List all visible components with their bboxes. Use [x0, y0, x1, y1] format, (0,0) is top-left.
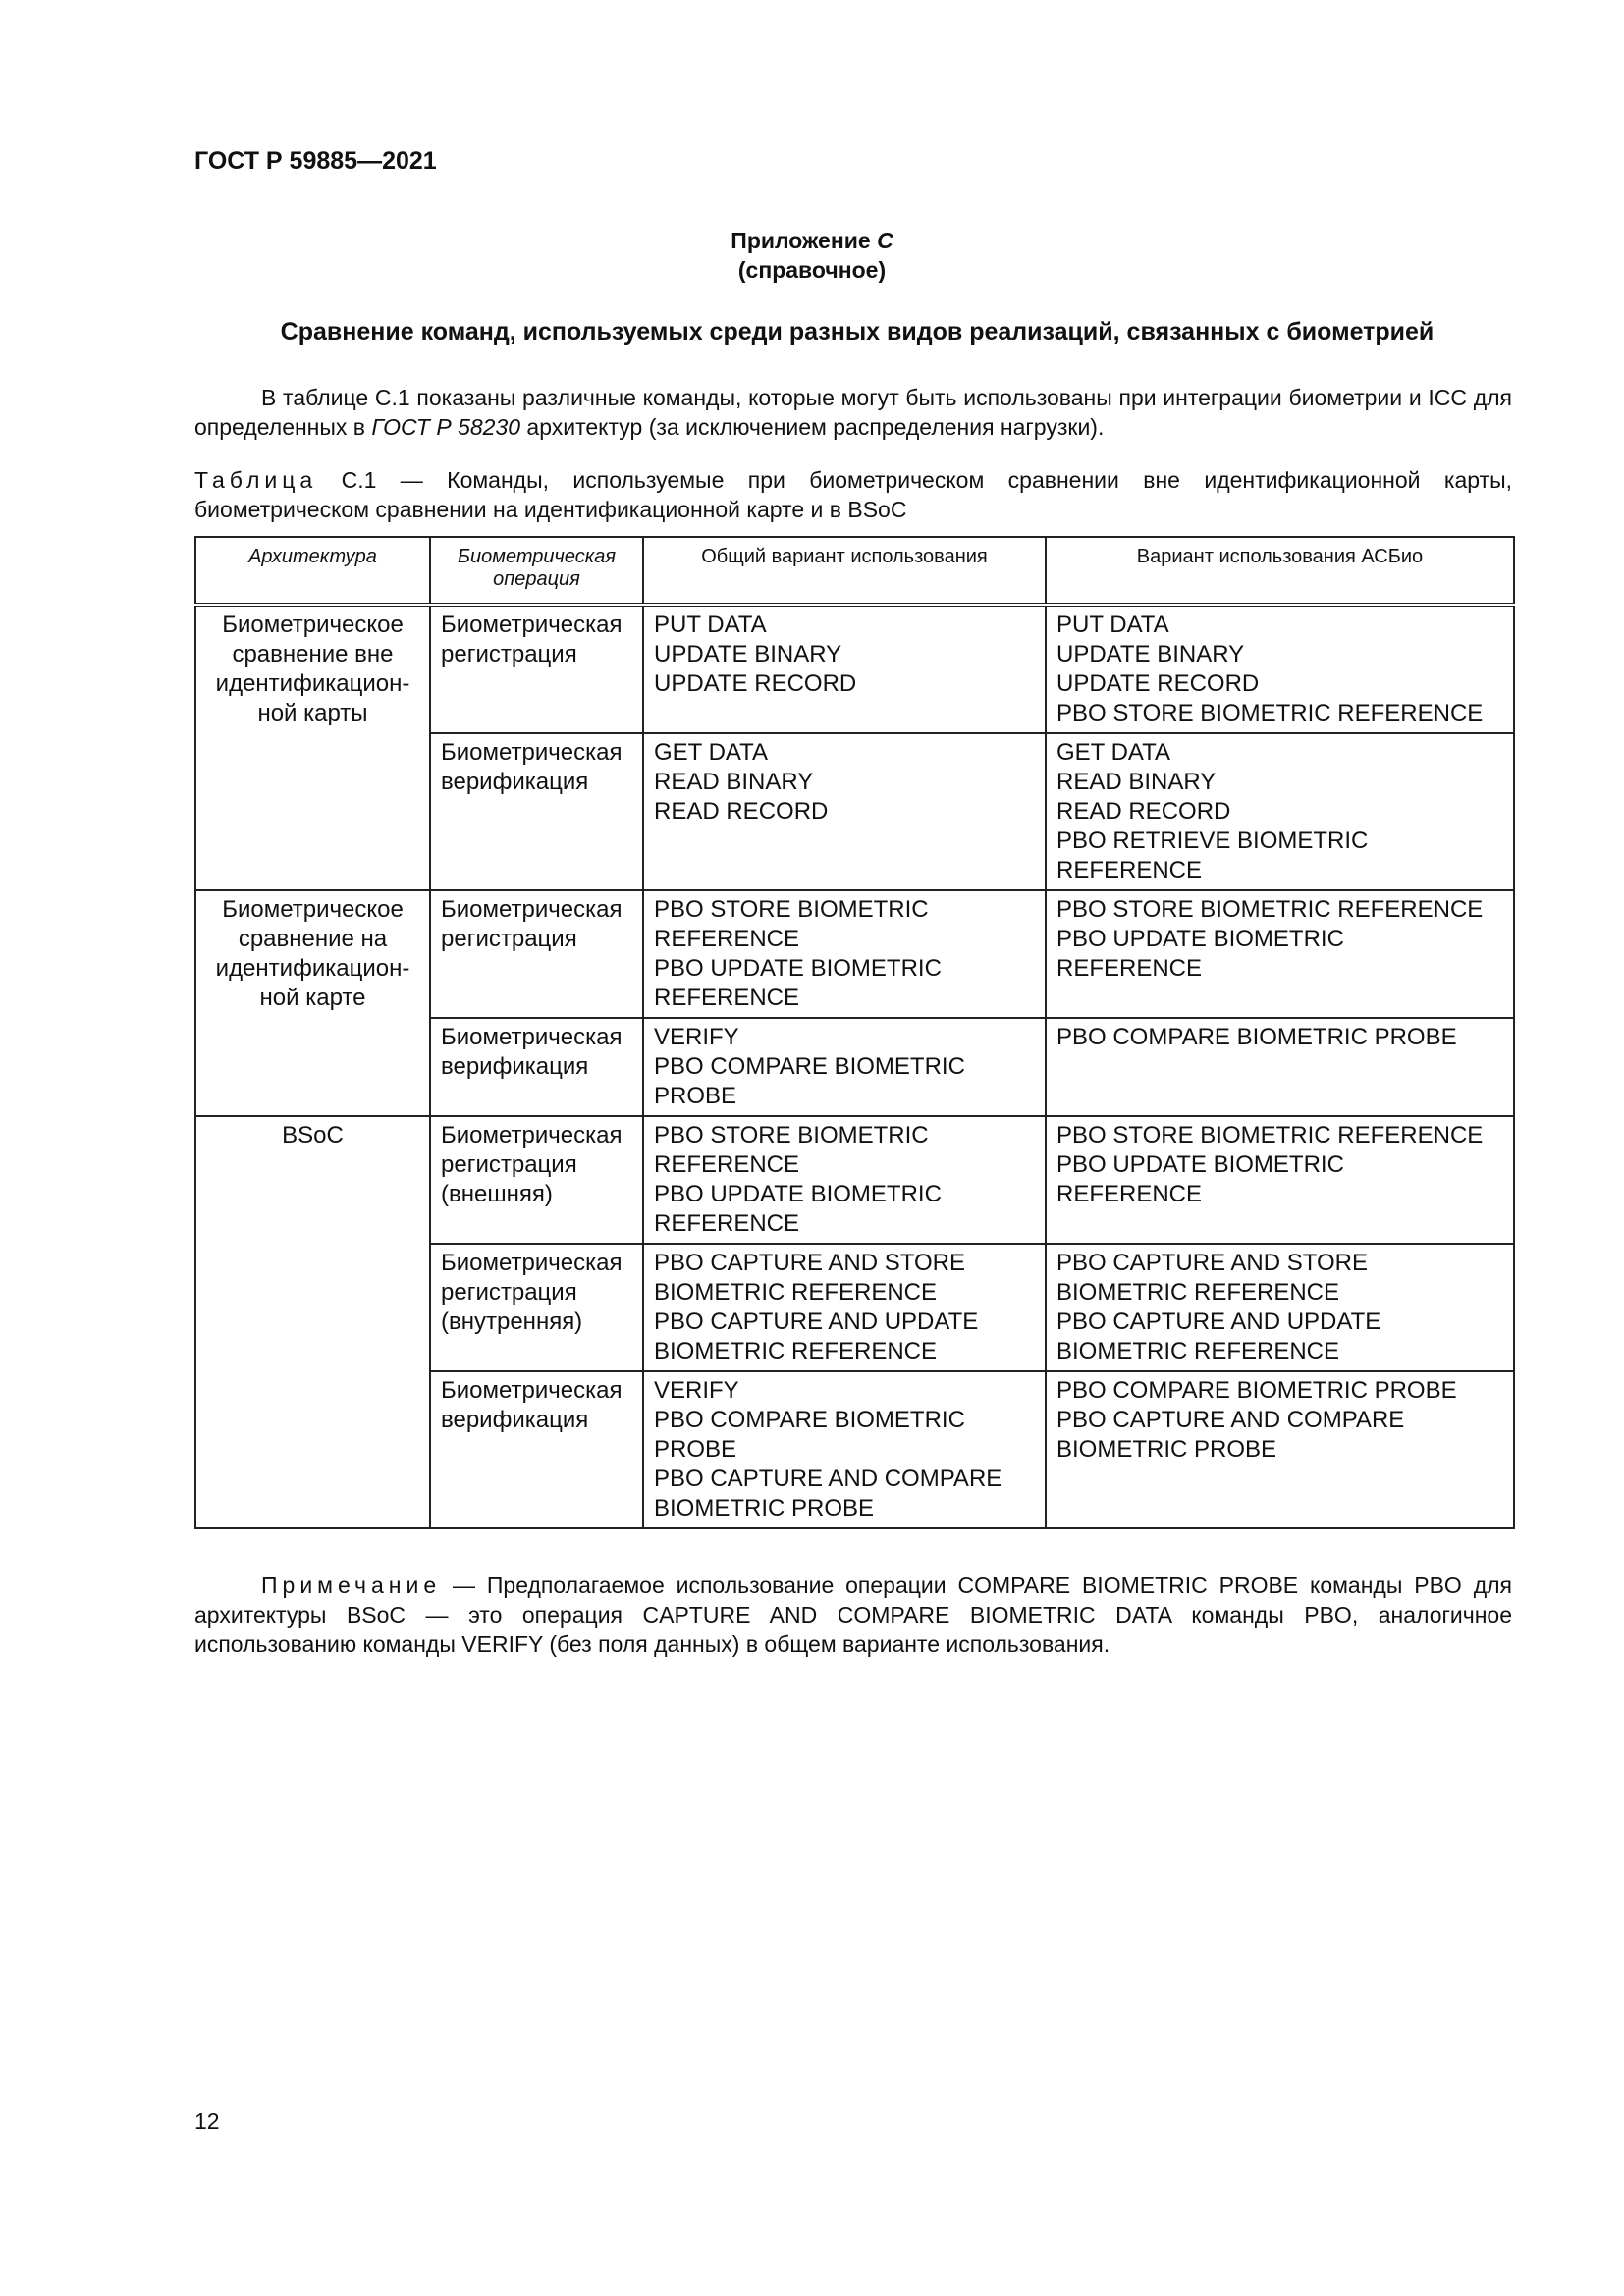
- command-line: PBO RETRIEVE BIOMETRIC: [1056, 828, 1369, 854]
- command-line: PBO UPDATE BIOMETRIC: [654, 955, 942, 982]
- standard-reference: ГОСТ Р 58230: [371, 414, 521, 440]
- acbio-use-cell: [1046, 1116, 1514, 1244]
- command-line: UPDATE RECORD: [654, 670, 857, 697]
- command-line: REFERENCE: [654, 926, 800, 952]
- command-line: PBO CAPTURE AND STORE: [1056, 1250, 1368, 1276]
- command-line: REFERENCE: [1056, 857, 1203, 883]
- intro-paragraph: В таблице С.1 показаны различные команды, которые могут быть использованы при интеграции биометрии и ICC для определенных в ГОСТ Р 58230 архитектур (за исключением распределения нагрузки).: [194, 385, 1512, 440]
- command-line: GET DATA: [1056, 739, 1171, 766]
- table-row: [195, 1116, 1514, 1244]
- command-line: PBO STORE BIOMETRIC REFERENCE: [1056, 700, 1484, 726]
- command-line: PBO CAPTURE AND COMPARE: [654, 1466, 1002, 1492]
- command-line: Биометрическая: [441, 739, 623, 766]
- command-line: UPDATE BINARY: [654, 641, 842, 667]
- command-line: BIOMETRIC REFERENCE: [1056, 1338, 1340, 1364]
- appendix-label: Приложение C: [731, 228, 893, 253]
- operation-cell: [430, 1244, 643, 1371]
- general-use-cell: [643, 1018, 1046, 1116]
- acbio-use-cell: [1046, 1371, 1514, 1528]
- command-line: (внешняя): [441, 1181, 553, 1207]
- header-general-use: Общий вариант использования: [643, 537, 1046, 605]
- command-line: PROBE: [654, 1083, 737, 1109]
- command-line: регистрация: [441, 641, 577, 667]
- command-line: PBO UPDATE BIOMETRIC: [654, 1181, 942, 1207]
- command-line: UPDATE RECORD: [1056, 670, 1260, 697]
- command-line: PBO CAPTURE AND COMPARE: [1056, 1407, 1405, 1433]
- command-line: REFERENCE: [654, 985, 800, 1011]
- table-caption: Таблица С.1 — Команды, используемые при биометрическом сравнении вне идентификационной карты, биометрическом сравнении на идентификационной карте и в BSoC: [194, 467, 1512, 522]
- command-line: PBO UPDATE BIOMETRIC: [1056, 1151, 1344, 1178]
- command-line: PBO STORE BIOMETRIC: [654, 896, 929, 923]
- command-line: верификация: [441, 1407, 589, 1433]
- command-line: READ BINARY: [654, 769, 814, 795]
- acbio-use-cell: [1046, 1018, 1514, 1116]
- commands-table: [194, 536, 1515, 1529]
- command-line: верификация: [441, 769, 589, 795]
- command-line: Биометрическая: [441, 1250, 623, 1276]
- command-line: PUT DATA: [1056, 612, 1169, 638]
- command-line: BIOMETRIC PROBE: [654, 1495, 875, 1522]
- command-line: GET DATA: [654, 739, 769, 766]
- appendix-heading: [0, 226, 1624, 285]
- document-id: ГОСТ Р 59885—2021: [194, 147, 437, 175]
- appendix-kind: (справочное): [737, 257, 887, 283]
- operation-cell: [430, 605, 643, 733]
- page-number: 12: [194, 2109, 220, 2134]
- general-use-cell: [643, 1244, 1046, 1371]
- acbio-use-cell: [1046, 605, 1514, 733]
- general-use-cell: [643, 1371, 1046, 1528]
- command-line: верификация: [441, 1053, 589, 1080]
- table-row: [195, 605, 1514, 733]
- acbio-use-cell: [1046, 733, 1514, 890]
- command-line: REFERENCE: [1056, 1181, 1203, 1207]
- command-line: (внутренняя): [441, 1308, 583, 1335]
- general-use-cell: [643, 890, 1046, 1018]
- header-architecture: Архитектура: [195, 537, 430, 605]
- operation-cell: [430, 890, 643, 1018]
- operation-cell: [430, 1371, 643, 1528]
- command-line: BIOMETRIC REFERENCE: [654, 1279, 938, 1306]
- command-line: регистрация: [441, 1279, 577, 1306]
- command-line: READ RECORD: [1056, 798, 1231, 825]
- table-row: [195, 890, 1514, 1018]
- command-line: PBO STORE BIOMETRIC REFERENCE: [1056, 1122, 1484, 1148]
- command-line: UPDATE BINARY: [1056, 641, 1245, 667]
- general-use-cell: [643, 605, 1046, 733]
- command-line: Биометрическая: [441, 1377, 623, 1404]
- command-line: PBO STORE BIOMETRIC: [654, 1122, 929, 1148]
- operation-cell: [430, 1018, 643, 1116]
- command-line: PBO CAPTURE AND STORE: [654, 1250, 965, 1276]
- command-line: BIOMETRIC PROBE: [1056, 1436, 1277, 1463]
- general-use-cell: [643, 733, 1046, 890]
- command-line: PBO CAPTURE AND UPDATE: [1056, 1308, 1381, 1335]
- table-header-row: [195, 537, 1514, 605]
- command-line: REFERENCE: [1056, 955, 1203, 982]
- command-line: BIOMETRIC REFERENCE: [654, 1338, 938, 1364]
- architecture-cell: Биометрическое сравнение на идентификацион-ной карте: [195, 890, 430, 1116]
- command-line: регистрация: [441, 1151, 577, 1178]
- command-line: PUT DATA: [654, 612, 767, 638]
- architecture-cell: Биометрическое сравнение вне идентификацион-ной карты: [195, 605, 430, 890]
- command-line: BIOMETRIC REFERENCE: [1056, 1279, 1340, 1306]
- general-use-cell: [643, 1116, 1046, 1244]
- command-line: Биометрическая: [441, 1024, 623, 1050]
- command-line: PBO COMPARE BIOMETRIC: [654, 1053, 965, 1080]
- command-line: VERIFY: [654, 1377, 739, 1404]
- command-line: Биометрическая: [441, 1122, 623, 1148]
- architecture-cell: BSoC: [195, 1116, 430, 1528]
- command-line: Биометрическая: [441, 612, 623, 638]
- command-line: READ BINARY: [1056, 769, 1217, 795]
- table-note: Примечание — Предполагаемое использование операции COMPARE BIOMETRIC PROBE команды PBO для архитектуры BSoC — это операция CAPTURE AND COMPARE BIOMETRIC DATA команды PBO, аналогичное использованию команды VERIFY (без поля данных) в общем варианте использования.: [194, 1573, 1512, 1657]
- header-operation: Биометрическая операция: [430, 537, 643, 605]
- operation-cell: [430, 733, 643, 890]
- command-line: READ RECORD: [654, 798, 829, 825]
- command-line: PBO UPDATE BIOMETRIC: [1056, 926, 1344, 952]
- command-line: PBO CAPTURE AND UPDATE: [654, 1308, 979, 1335]
- command-line: PBO COMPARE BIOMETRIC: [654, 1407, 965, 1433]
- header-acbio-use: Вариант использования АСБио: [1046, 537, 1514, 605]
- command-line: VERIFY: [654, 1024, 739, 1050]
- command-line: REFERENCE: [654, 1210, 800, 1237]
- command-line: регистрация: [441, 926, 577, 952]
- command-line: PBO COMPARE BIOMETRIC PROBE: [1056, 1024, 1457, 1050]
- command-line: Биометрическая: [441, 896, 623, 923]
- command-line: PBO COMPARE BIOMETRIC PROBE: [1056, 1377, 1457, 1404]
- command-line: PBO STORE BIOMETRIC REFERENCE: [1056, 896, 1484, 923]
- operation-cell: [430, 1116, 643, 1244]
- acbio-use-cell: [1046, 1244, 1514, 1371]
- command-line: REFERENCE: [654, 1151, 800, 1178]
- command-line: PROBE: [654, 1436, 737, 1463]
- appendix-title: Сравнение команд, используемых среди разных видов реализаций, связанных с биометрией: [280, 318, 1435, 346]
- acbio-use-cell: [1046, 890, 1514, 1018]
